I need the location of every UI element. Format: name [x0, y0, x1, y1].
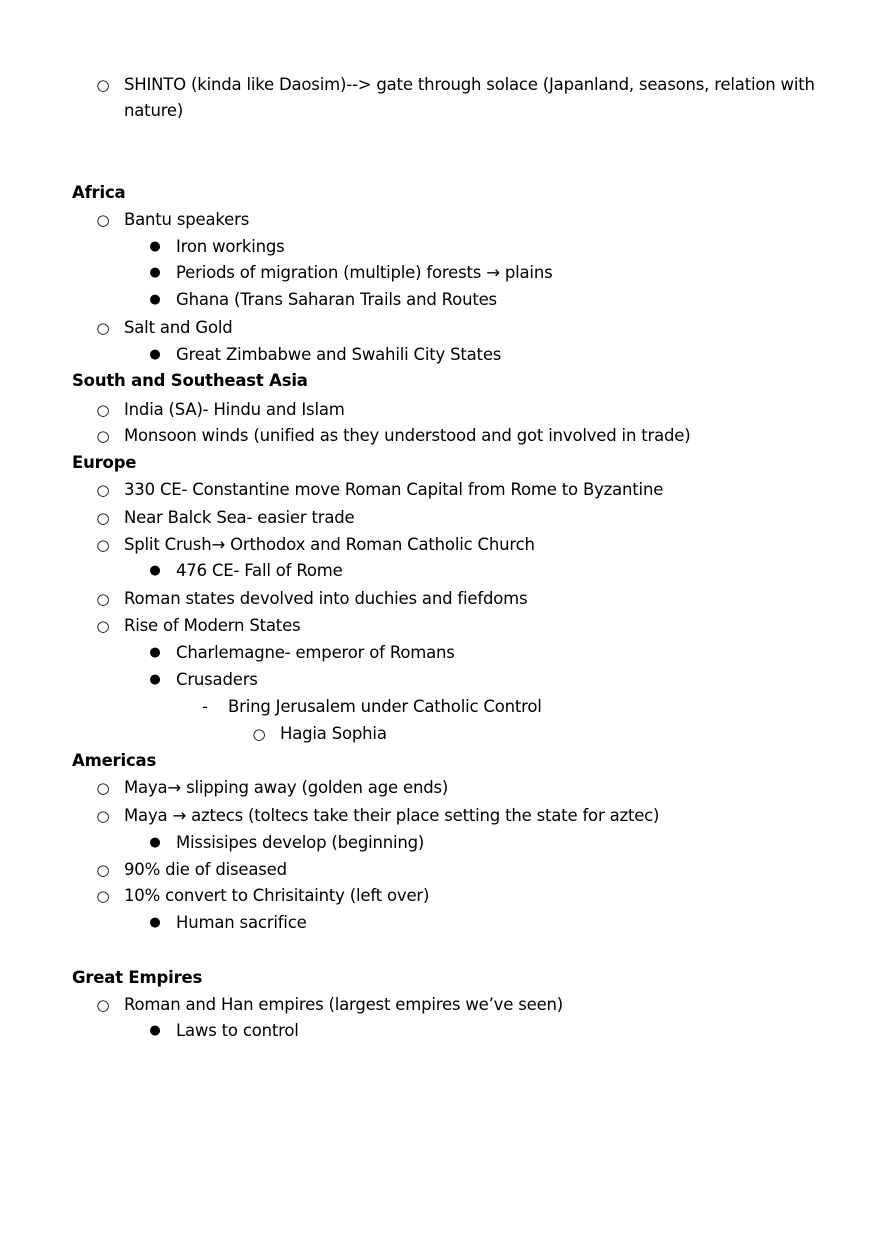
list-item-monsoon: Monsoon winds (unified as they understood and got involved in trade): [124, 426, 691, 445]
list-item-fall-rome: 476 CE- Fall of Rome: [176, 561, 343, 580]
list-item-india: India (SA)- Hindu and Islam: [124, 400, 345, 419]
list-item-crusaders: Crusaders: [176, 670, 258, 689]
list-bullet: ○: [96, 401, 110, 419]
list-item-split: Split Crush→ Orthodox and Roman Catholic Church: [124, 535, 535, 554]
list-bullet: ○: [252, 725, 266, 743]
heading-great-empires: Great Empires: [72, 968, 203, 987]
list-bullet: ●: [149, 1023, 161, 1038]
heading-americas: Americas: [72, 751, 157, 770]
list-bullet: ○: [96, 76, 110, 94]
list-item-hagia-sophia: Hagia Sophia: [280, 724, 387, 743]
list-item-iron: Iron workings: [176, 237, 285, 256]
list-item-shinto: SHINTO (kinda like Daosim)--> gate through solace (Japanland, seasons, relation with: [124, 75, 815, 94]
list-bullet: ○: [96, 617, 110, 635]
list-bullet: ●: [149, 563, 161, 578]
list-item-missisipes: Missisipes develop (beginning): [176, 833, 425, 852]
list-bullet: ○: [96, 481, 110, 499]
list-item-roman-han: Roman and Han empires (largest empires we’ve seen): [124, 995, 564, 1014]
list-bullet: ○: [96, 319, 110, 337]
list-bullet: ○: [96, 509, 110, 527]
list-bullet: ○: [96, 996, 110, 1014]
list-bullet: ○: [96, 211, 110, 229]
list-item-convert: 10% convert to Chrisitainty (left over): [124, 886, 430, 905]
list-item-maya-2: Maya → aztecs (toltecs take their place setting the state for aztec): [124, 806, 660, 825]
list-item-periods: Periods of migration (multiple) forests → plains: [176, 263, 553, 282]
list-item-constantine: 330 CE- Constantine move Roman Capital from Rome to Byzantine: [124, 480, 664, 499]
list-item-jerusalem: Bring Jerusalem under Catholic Control: [228, 697, 542, 716]
list-bullet: ○: [96, 590, 110, 608]
list-bullet: ●: [149, 239, 161, 254]
list-item-shinto-continued: nature): [124, 101, 184, 120]
heading-europe: Europe: [72, 453, 137, 472]
list-bullet: ●: [149, 265, 161, 280]
list-item-laws: Laws to control: [176, 1021, 299, 1040]
list-item-salt: Salt and Gold: [124, 318, 233, 337]
list-item-sacrifice: Human sacrifice: [176, 913, 307, 932]
list-bullet: ○: [96, 427, 110, 445]
list-item-modern-states: Rise of Modern States: [124, 616, 301, 635]
list-bullet: ○: [96, 536, 110, 554]
list-bullet: ●: [149, 835, 161, 850]
heading-south-southeast-asia: South and Southeast Asia: [72, 371, 308, 390]
list-bullet: ●: [149, 292, 161, 307]
list-bullet: ○: [96, 779, 110, 797]
list-bullet: ○: [96, 861, 110, 879]
list-item-bantu: Bantu speakers: [124, 210, 250, 229]
list-item-charlemagne: Charlemagne- emperor of Romans: [176, 643, 455, 662]
list-bullet: ●: [149, 915, 161, 930]
list-bullet: ○: [96, 807, 110, 825]
list-item-black-sea: Near Balck Sea- easier trade: [124, 508, 355, 527]
list-item-maya-1: Maya→ slipping away (golden age ends): [124, 778, 449, 797]
list-bullet: ●: [149, 672, 161, 687]
list-item-diseased: 90% die of diseased: [124, 860, 287, 879]
list-bullet: ○: [96, 887, 110, 905]
list-item-zimbabwe: Great Zimbabwe and Swahili City States: [176, 345, 502, 364]
list-item-duchies: Roman states devolved into duchies and fiefdoms: [124, 589, 528, 608]
list-bullet: ●: [149, 347, 161, 362]
list-bullet: ●: [149, 645, 161, 660]
heading-africa: Africa: [72, 183, 126, 202]
list-bullet: -: [202, 697, 208, 716]
list-item-ghana: Ghana (Trans Saharan Trails and Routes: [176, 290, 497, 309]
